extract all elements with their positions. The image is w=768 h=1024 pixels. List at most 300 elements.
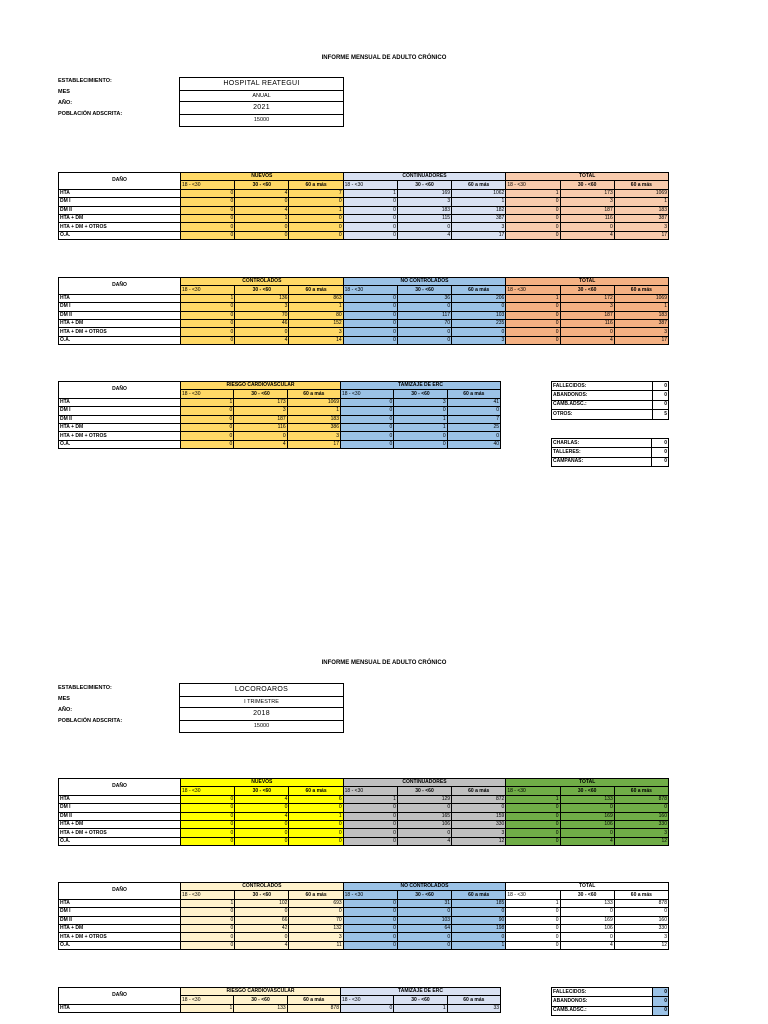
value-cell[interactable]: 117 bbox=[397, 311, 451, 319]
value-cell[interactable]: 0 bbox=[181, 812, 235, 820]
value-cell[interactable]: 0 bbox=[560, 328, 614, 336]
value-cell[interactable]: 0 bbox=[289, 820, 343, 828]
value-cell[interactable]: 4 bbox=[397, 837, 451, 845]
value-cell[interactable]: 4 bbox=[397, 231, 451, 239]
row-label: O.A. bbox=[59, 941, 181, 949]
value-cell[interactable]: 0 bbox=[343, 829, 397, 837]
value-cell[interactable]: 0 bbox=[452, 908, 506, 916]
value-mes-2[interactable]: I TRIMESTRE bbox=[180, 696, 343, 707]
value-anio[interactable]: 2021 bbox=[180, 101, 343, 114]
header-age: 30 - <60 bbox=[394, 996, 447, 1004]
value-cell[interactable]: 0 bbox=[452, 328, 506, 336]
row-label: DM II bbox=[59, 916, 181, 924]
value-cell[interactable]: 0 bbox=[343, 933, 397, 941]
value-cell[interactable]: 115 bbox=[397, 214, 451, 222]
value-cell[interactable]: 0 bbox=[506, 829, 560, 837]
value-cell[interactable]: 0 bbox=[447, 432, 500, 440]
value-cell[interactable]: 330 bbox=[452, 820, 506, 828]
value-cell[interactable]: 0 bbox=[506, 231, 560, 239]
value-cell[interactable]: 0 bbox=[235, 933, 289, 941]
value-cell[interactable]: 0 bbox=[397, 303, 451, 311]
value-cell[interactable]: 0 bbox=[181, 804, 235, 812]
value-cell[interactable]: 0 bbox=[560, 933, 614, 941]
value-cell[interactable]: 0 bbox=[235, 908, 289, 916]
value-cell[interactable]: 0 bbox=[340, 407, 393, 415]
value-cell[interactable]: 1 bbox=[181, 398, 234, 406]
value-cell[interactable]: 0 bbox=[506, 206, 560, 214]
value-cell[interactable]: 0 bbox=[397, 908, 451, 916]
value-cell[interactable]: 1 bbox=[181, 294, 235, 302]
value-cell[interactable]: 42 bbox=[235, 924, 289, 932]
value-cell[interactable]: 0 bbox=[235, 198, 289, 206]
value-cell[interactable]: 0 bbox=[397, 829, 451, 837]
value-cell[interactable]: 1 bbox=[452, 198, 506, 206]
header-age: 18 - <30 bbox=[506, 787, 560, 795]
value-cell[interactable]: 66 bbox=[235, 916, 289, 924]
value-cell[interactable]: 3 bbox=[287, 432, 340, 440]
value-cell[interactable]: 0 bbox=[343, 294, 397, 302]
value-mes[interactable]: ANUAL bbox=[180, 90, 343, 101]
value-cell[interactable]: 173 bbox=[234, 398, 287, 406]
value-cell[interactable]: 172 bbox=[560, 294, 614, 302]
value-cell[interactable]: 206 bbox=[452, 294, 506, 302]
value-cell[interactable]: 4 bbox=[235, 336, 289, 344]
value-cell[interactable]: 1 bbox=[235, 214, 289, 222]
value-cell[interactable]: 41 bbox=[447, 398, 500, 406]
value-campanas[interactable]: 0 bbox=[651, 457, 668, 466]
value-cell[interactable]: 133 bbox=[560, 899, 614, 907]
value-cell[interactable]: 0 bbox=[181, 198, 235, 206]
value-cell[interactable]: 0 bbox=[343, 328, 397, 336]
value-cell[interactable]: 0 bbox=[560, 223, 614, 231]
value-cell[interactable]: 152 bbox=[289, 319, 343, 327]
value-cell[interactable]: 0 bbox=[343, 231, 397, 239]
report-title: INFORME MENSUAL DE ADULTO CRÓNICO bbox=[321, 55, 447, 61]
header-age: 60 a más bbox=[452, 891, 506, 899]
value-cell[interactable]: 0 bbox=[394, 440, 447, 448]
value-abandonos-2[interactable]: 0 bbox=[653, 997, 669, 1006]
value-cell[interactable]: 1 bbox=[506, 189, 560, 197]
value-cell[interactable]: 0 bbox=[235, 328, 289, 336]
value-cell[interactable]: 0 bbox=[234, 432, 287, 440]
value-cell[interactable]: 4 bbox=[234, 440, 287, 448]
value-cell[interactable]: 386 bbox=[287, 423, 340, 431]
value-cell[interactable]: 0 bbox=[506, 933, 560, 941]
value-cell[interactable]: 1 bbox=[506, 795, 560, 803]
value-cell[interactable]: 0 bbox=[289, 198, 343, 206]
value-cell[interactable]: 0 bbox=[506, 908, 560, 916]
value-cell[interactable]: 103 bbox=[397, 916, 451, 924]
value-cell[interactable]: 4 bbox=[235, 941, 289, 949]
value-cell[interactable]: 0 bbox=[343, 336, 397, 344]
value-cell[interactable]: 235 bbox=[452, 319, 506, 327]
value-cell[interactable]: 0 bbox=[181, 916, 235, 924]
value-cell[interactable]: 0 bbox=[397, 336, 451, 344]
value-cell[interactable]: 0 bbox=[506, 223, 560, 231]
value-cell[interactable]: 1 bbox=[181, 1004, 234, 1012]
value-cell[interactable]: 0 bbox=[235, 223, 289, 231]
value-cell[interactable]: 3 bbox=[614, 933, 668, 941]
value-cell[interactable]: 4 bbox=[235, 812, 289, 820]
value-cell[interactable]: 0 bbox=[343, 206, 397, 214]
value-establecimiento[interactable]: HOSPITAL REATEGUI bbox=[223, 80, 300, 87]
value-cell[interactable]: 1 bbox=[289, 206, 343, 214]
value-cell[interactable]: 0 bbox=[181, 924, 235, 932]
value-cell[interactable]: 0 bbox=[181, 440, 234, 448]
value-cell[interactable]: 1062 bbox=[452, 189, 506, 197]
value-cell[interactable]: 0 bbox=[397, 804, 451, 812]
value-cell[interactable]: 40 bbox=[447, 440, 500, 448]
value-cell[interactable]: 3 bbox=[452, 336, 506, 344]
value-cell[interactable]: 183 bbox=[614, 206, 668, 214]
value-cell[interactable]: 0 bbox=[340, 398, 393, 406]
value-cell[interactable]: 169 bbox=[560, 812, 614, 820]
value-cell[interactable]: 0 bbox=[289, 908, 343, 916]
value-cell[interactable]: 0 bbox=[289, 214, 343, 222]
value-cell[interactable]: 1 bbox=[614, 303, 668, 311]
value-cell[interactable]: 0 bbox=[289, 837, 343, 845]
value-cell[interactable]: 0 bbox=[452, 303, 506, 311]
value-cell[interactable]: 133 bbox=[234, 1004, 287, 1012]
value-cell[interactable]: 0 bbox=[343, 311, 397, 319]
value-cell[interactable]: 0 bbox=[506, 924, 560, 932]
header-group-nuevos: NUEVOS bbox=[181, 779, 344, 787]
value-cell[interactable]: 1 bbox=[506, 899, 560, 907]
value-cell[interactable]: 0 bbox=[181, 303, 235, 311]
value-cell[interactable]: 0 bbox=[506, 319, 560, 327]
value-anio-2[interactable]: 2018 bbox=[180, 707, 343, 720]
value-cell[interactable]: 136 bbox=[235, 294, 289, 302]
value-cell[interactable]: 3 bbox=[614, 829, 668, 837]
value-cell[interactable]: 3 bbox=[289, 328, 343, 336]
value-camb[interactable]: 0 bbox=[653, 400, 669, 409]
value-cell[interactable]: 0 bbox=[235, 804, 289, 812]
value-cell[interactable]: 1 bbox=[452, 941, 506, 949]
value-cell[interactable]: 0 bbox=[181, 820, 235, 828]
value-cell[interactable]: 0 bbox=[560, 829, 614, 837]
header-age: 18 - <30 bbox=[340, 996, 393, 1004]
value-cell[interactable]: 0 bbox=[506, 916, 560, 924]
value-cell[interactable]: 4 bbox=[235, 795, 289, 803]
value-cell[interactable]: 0 bbox=[506, 214, 560, 222]
value-cell[interactable]: 198 bbox=[452, 924, 506, 932]
value-cell[interactable]: 1 bbox=[289, 812, 343, 820]
value-cell[interactable]: 0 bbox=[181, 837, 235, 845]
value-cell[interactable]: 0 bbox=[181, 223, 235, 231]
value-cell[interactable]: 70 bbox=[397, 319, 451, 327]
value-cell[interactable]: 0 bbox=[289, 829, 343, 837]
value-cell[interactable]: 693 bbox=[289, 899, 343, 907]
value-cell[interactable]: 0 bbox=[343, 223, 397, 231]
value-cell[interactable]: 863 bbox=[289, 294, 343, 302]
value-cell[interactable]: 0 bbox=[343, 837, 397, 845]
value-cell[interactable]: 0 bbox=[181, 423, 234, 431]
table-row bbox=[59, 415, 501, 423]
value-cell[interactable]: 1 bbox=[287, 407, 340, 415]
value-cell[interactable]: 116 bbox=[560, 214, 614, 222]
value-cell[interactable]: 3 bbox=[560, 303, 614, 311]
value-cell[interactable]: 1 bbox=[343, 795, 397, 803]
value-cell[interactable]: 0 bbox=[506, 804, 560, 812]
value-cell[interactable]: 0 bbox=[506, 303, 560, 311]
value-cell[interactable]: 0 bbox=[181, 336, 235, 344]
value-cell[interactable]: 182 bbox=[452, 206, 506, 214]
value-cell[interactable]: 0 bbox=[235, 829, 289, 837]
value-cell[interactable]: 0 bbox=[506, 311, 560, 319]
label-campanas: CAMPAÑAS: bbox=[552, 457, 652, 466]
value-cell[interactable]: 129 bbox=[397, 795, 451, 803]
value-cell[interactable]: 0 bbox=[343, 812, 397, 820]
value-cell[interactable]: 0 bbox=[181, 407, 234, 415]
header-group-no_controlados: NO CONTROLADOS bbox=[343, 278, 506, 286]
value-otros[interactable]: 5 bbox=[653, 410, 669, 419]
value-cell[interactable]: 0 bbox=[397, 941, 451, 949]
value-cell[interactable]: 0 bbox=[343, 804, 397, 812]
value-fallecidos[interactable]: 0 bbox=[653, 382, 669, 391]
value-cell[interactable]: 0 bbox=[343, 319, 397, 327]
value-cell[interactable]: 1 bbox=[181, 899, 235, 907]
value-cell[interactable]: 7 bbox=[289, 189, 343, 197]
value-cell[interactable]: 0 bbox=[343, 198, 397, 206]
value-cell[interactable]: 872 bbox=[452, 795, 506, 803]
value-cell[interactable]: 0 bbox=[343, 924, 397, 932]
value-cell[interactable]: 169 bbox=[560, 916, 614, 924]
value-cell[interactable]: 3 bbox=[614, 223, 668, 231]
value-cell[interactable]: 31 bbox=[397, 899, 451, 907]
value-cell[interactable]: 17 bbox=[452, 231, 506, 239]
table-controlados bbox=[58, 277, 669, 345]
value-cell[interactable]: 0 bbox=[181, 795, 235, 803]
value-cell[interactable]: 17 bbox=[614, 336, 668, 344]
value-cell[interactable]: 0 bbox=[235, 837, 289, 845]
value-cell[interactable]: 3 bbox=[452, 829, 506, 837]
value-cell[interactable]: 70 bbox=[289, 916, 343, 924]
value-cell[interactable]: 0 bbox=[343, 303, 397, 311]
value-cell[interactable]: 165 bbox=[397, 812, 451, 820]
value-cell[interactable]: 106 bbox=[560, 820, 614, 828]
header-age: 60 a más bbox=[452, 286, 506, 294]
value-cell[interactable]: 1069 bbox=[614, 189, 668, 197]
value-cell[interactable]: 116 bbox=[560, 319, 614, 327]
value-cell[interactable]: 6 bbox=[289, 795, 343, 803]
value-cell[interactable]: 0 bbox=[340, 415, 393, 423]
value-cell[interactable]: 0 bbox=[343, 941, 397, 949]
value-cell[interactable]: 183 bbox=[397, 206, 451, 214]
table-nuevos-continuadores-2 bbox=[58, 778, 669, 846]
value-cell[interactable]: 1 bbox=[394, 423, 447, 431]
value-cell[interactable]: 0 bbox=[340, 432, 393, 440]
value-fallecidos-2[interactable]: 0 bbox=[653, 988, 669, 997]
value-cell[interactable]: 0 bbox=[181, 189, 235, 197]
value-cell[interactable]: 1 bbox=[394, 415, 447, 423]
value-cell[interactable]: 1 bbox=[614, 198, 668, 206]
table-row bbox=[59, 319, 669, 327]
value-cell[interactable]: 0 bbox=[343, 899, 397, 907]
value-cell[interactable]: 330 bbox=[614, 924, 668, 932]
value-cell[interactable]: 12 bbox=[614, 941, 668, 949]
value-cell[interactable]: 387 bbox=[614, 319, 668, 327]
value-cell[interactable]: 4 bbox=[560, 837, 614, 845]
value-cell[interactable]: 14 bbox=[289, 336, 343, 344]
value-cell[interactable]: 103 bbox=[452, 311, 506, 319]
label-otros: OTROS: bbox=[552, 410, 653, 419]
value-cell[interactable]: 0 bbox=[289, 804, 343, 812]
value-cell[interactable]: 3 bbox=[614, 328, 668, 336]
value-cell[interactable]: 0 bbox=[506, 328, 560, 336]
value-cell[interactable]: 106 bbox=[397, 820, 451, 828]
value-cell[interactable]: 159 bbox=[452, 812, 506, 820]
value-cell[interactable]: 12 bbox=[614, 837, 668, 845]
value-cell[interactable]: 4 bbox=[560, 336, 614, 344]
row-label: HTA + DM + OTROS bbox=[59, 933, 181, 941]
value-cell[interactable]: 0 bbox=[614, 908, 668, 916]
value-cell[interactable]: 878 bbox=[614, 899, 668, 907]
value-cell[interactable]: 387 bbox=[452, 214, 506, 222]
value-cell[interactable]: 33 bbox=[447, 1004, 500, 1012]
value-talleres[interactable]: 0 bbox=[651, 448, 668, 457]
value-cell[interactable]: 0 bbox=[506, 941, 560, 949]
value-cell[interactable]: 330 bbox=[614, 820, 668, 828]
value-cell[interactable]: 169 bbox=[397, 189, 451, 197]
value-cell[interactable]: 11 bbox=[289, 941, 343, 949]
value-cell[interactable]: 46 bbox=[235, 319, 289, 327]
value-cell[interactable]: 0 bbox=[343, 908, 397, 916]
value-cell[interactable]: 0 bbox=[181, 432, 234, 440]
value-cell[interactable]: 116 bbox=[234, 423, 287, 431]
value-establecimiento-2[interactable]: LOCOROAROS bbox=[234, 686, 289, 693]
value-cell[interactable]: 7 bbox=[447, 415, 500, 423]
value-cell[interactable]: 0 bbox=[181, 214, 235, 222]
value-cell[interactable]: 0 bbox=[394, 432, 447, 440]
table-row bbox=[59, 804, 669, 812]
value-cell[interactable]: 0 bbox=[394, 407, 447, 415]
value-cell[interactable]: 0 bbox=[181, 206, 235, 214]
value-cell[interactable]: 0 bbox=[340, 423, 393, 431]
value-cell[interactable]: 106 bbox=[560, 924, 614, 932]
value-cell[interactable]: 183 bbox=[614, 311, 668, 319]
value-cell[interactable]: 3 bbox=[394, 398, 447, 406]
value-cell[interactable]: 3 bbox=[397, 198, 451, 206]
value-cell[interactable]: 4 bbox=[235, 206, 289, 214]
value-cell[interactable]: 3 bbox=[235, 303, 289, 311]
value-cell[interactable]: 0 bbox=[506, 198, 560, 206]
value-cell[interactable]: 3 bbox=[234, 407, 287, 415]
value-cell[interactable]: 0 bbox=[181, 311, 235, 319]
value-cell[interactable]: 0 bbox=[181, 829, 235, 837]
value-cell[interactable]: 1069 bbox=[287, 398, 340, 406]
table-row bbox=[59, 294, 669, 302]
value-cell[interactable]: 36 bbox=[397, 294, 451, 302]
table-row bbox=[59, 189, 669, 197]
value-cell[interactable]: 64 bbox=[397, 924, 451, 932]
value-cell[interactable]: 0 bbox=[452, 804, 506, 812]
value-cell[interactable]: 878 bbox=[287, 1004, 340, 1012]
value-charlas[interactable]: 0 bbox=[651, 439, 668, 448]
value-cell[interactable]: 1 bbox=[394, 1004, 447, 1012]
value-cell[interactable]: 1069 bbox=[614, 294, 668, 302]
value-cell[interactable]: 0 bbox=[343, 214, 397, 222]
value-abandonos[interactable]: 0 bbox=[653, 391, 669, 400]
value-cell[interactable]: 0 bbox=[340, 1004, 393, 1012]
value-cell[interactable]: 0 bbox=[560, 908, 614, 916]
value-cell[interactable]: 387 bbox=[614, 214, 668, 222]
value-cell[interactable]: 1 bbox=[343, 189, 397, 197]
value-cell[interactable]: 3 bbox=[452, 223, 506, 231]
value-cell[interactable]: 0 bbox=[506, 837, 560, 845]
value-cell[interactable]: 0 bbox=[340, 440, 393, 448]
value-cell[interactable]: 4 bbox=[560, 941, 614, 949]
value-cell[interactable]: 17 bbox=[287, 440, 340, 448]
value-cell[interactable]: 0 bbox=[343, 820, 397, 828]
value-cell[interactable]: 0 bbox=[506, 812, 560, 820]
value-cell[interactable]: 0 bbox=[181, 908, 235, 916]
value-cell[interactable]: 187 bbox=[560, 311, 614, 319]
value-cell[interactable]: 0 bbox=[289, 231, 343, 239]
value-cell[interactable]: 80 bbox=[289, 311, 343, 319]
value-poblacion-2[interactable]: 15000 bbox=[180, 720, 343, 732]
value-cell[interactable]: 0 bbox=[397, 933, 451, 941]
value-cell[interactable]: 102 bbox=[235, 899, 289, 907]
value-cell[interactable]: 3 bbox=[560, 198, 614, 206]
value-cell[interactable]: 0 bbox=[235, 231, 289, 239]
value-camb-2[interactable]: 0 bbox=[653, 1006, 669, 1015]
value-cell[interactable]: 183 bbox=[287, 415, 340, 423]
value-cell[interactable]: 0 bbox=[181, 328, 235, 336]
value-cell[interactable]: 160 bbox=[614, 812, 668, 820]
value-cell[interactable]: 0 bbox=[181, 933, 235, 941]
value-cell[interactable]: 4 bbox=[235, 189, 289, 197]
value-cell[interactable]: 1 bbox=[289, 303, 343, 311]
value-cell[interactable]: 0 bbox=[614, 804, 668, 812]
value-cell[interactable]: 0 bbox=[181, 231, 235, 239]
value-cell[interactable]: 0 bbox=[397, 328, 451, 336]
value-cell[interactable]: 0 bbox=[235, 820, 289, 828]
value-cell[interactable]: 173 bbox=[560, 189, 614, 197]
value-cell[interactable]: 12 bbox=[452, 837, 506, 845]
value-cell[interactable]: 0 bbox=[506, 336, 560, 344]
value-cell[interactable]: 3 bbox=[289, 933, 343, 941]
table-row bbox=[59, 407, 501, 415]
header-age: 60 a más bbox=[287, 390, 340, 398]
value-cell[interactable]: 0 bbox=[397, 223, 451, 231]
value-cell[interactable]: 0 bbox=[343, 916, 397, 924]
header-dano: DAÑO bbox=[59, 883, 181, 900]
value-cell[interactable]: 878 bbox=[614, 795, 668, 803]
value-cell[interactable]: 0 bbox=[181, 941, 235, 949]
value-cell[interactable]: 0 bbox=[181, 319, 235, 327]
value-cell[interactable]: 0 bbox=[560, 804, 614, 812]
value-cell[interactable]: 90 bbox=[452, 916, 506, 924]
value-cell[interactable]: 0 bbox=[506, 820, 560, 828]
value-cell[interactable]: 187 bbox=[234, 415, 287, 423]
value-cell[interactable]: 25 bbox=[447, 423, 500, 431]
value-cell[interactable]: 4 bbox=[560, 231, 614, 239]
value-poblacion[interactable]: 15000 bbox=[180, 114, 343, 126]
value-cell[interactable]: 0 bbox=[447, 407, 500, 415]
value-cell[interactable]: 0 bbox=[181, 415, 234, 423]
value-cell[interactable]: 132 bbox=[289, 924, 343, 932]
value-cell[interactable]: 133 bbox=[560, 795, 614, 803]
header-row bbox=[59, 779, 669, 787]
value-cell[interactable]: 0 bbox=[452, 933, 506, 941]
value-cell[interactable]: 70 bbox=[235, 311, 289, 319]
value-cell[interactable]: 0 bbox=[289, 223, 343, 231]
value-cell[interactable]: 17 bbox=[614, 231, 668, 239]
value-cell[interactable]: 185 bbox=[452, 899, 506, 907]
value-cell[interactable]: 187 bbox=[560, 206, 614, 214]
value-cell[interactable]: 160 bbox=[614, 916, 668, 924]
value-cell[interactable]: 1 bbox=[506, 294, 560, 302]
